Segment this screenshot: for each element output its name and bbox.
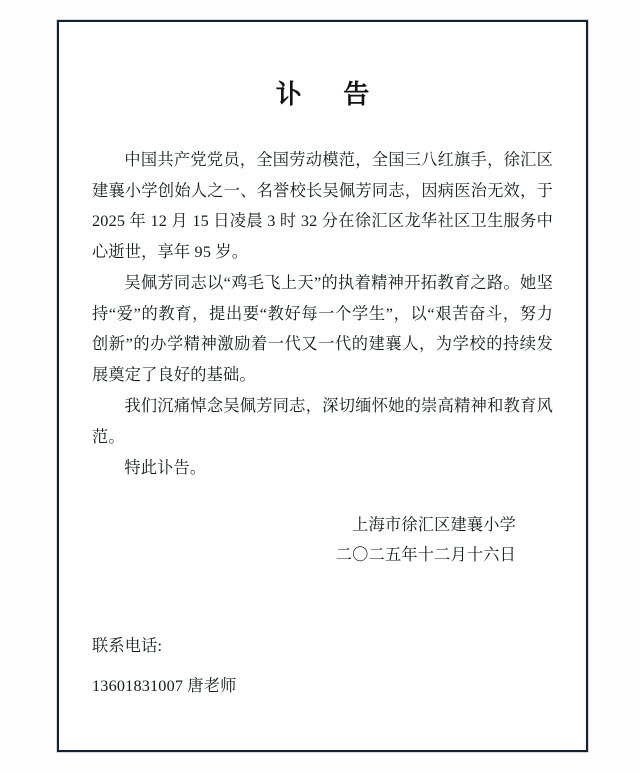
contact-phone: 13601831007 唐老师: [92, 677, 237, 695]
page-title: 讣 告: [275, 80, 378, 109]
contact-block: [92, 626, 237, 706]
paragraph-3: 我们沉痛悼念吴佩芳同志，深切缅怀她的崇高精神和教育风范。: [92, 397, 553, 446]
paragraph-2: 吴佩芳同志以“鸡毛飞上天”的执着精神开拓教育之路。她坚持“爱”的教育，提出要“教好每一个学生”，以“艰苦奋斗，努力创新”的办学精神激励着一代又一代的建襄人，为学校的持续发展奠定了良好的基础。: [92, 274, 553, 384]
signature-block: [92, 510, 553, 571]
notice-body: [59, 22, 586, 750]
document-body: [92, 145, 553, 484]
paragraph-1: 中国共产党党员，全国劳动模范，全国三八红旗手，徐汇区建襄小学创始人之一、名誉校长吴佩芳同志，因病医治无效，于 2025 年 12 月 15 日凌晨 3 时 32 分在徐汇区龙华社区卫生服务中心逝世，享年 95 岁。: [92, 151, 553, 261]
notice-frame: [57, 20, 588, 752]
paragraph-4: 特此讣告。: [124, 459, 207, 477]
contact-label: 联系电话:: [92, 637, 163, 655]
signature-date: 二〇二五年十二月十六日: [335, 546, 516, 564]
signature-organization: 上海市徐汇区建襄小学: [352, 515, 516, 534]
